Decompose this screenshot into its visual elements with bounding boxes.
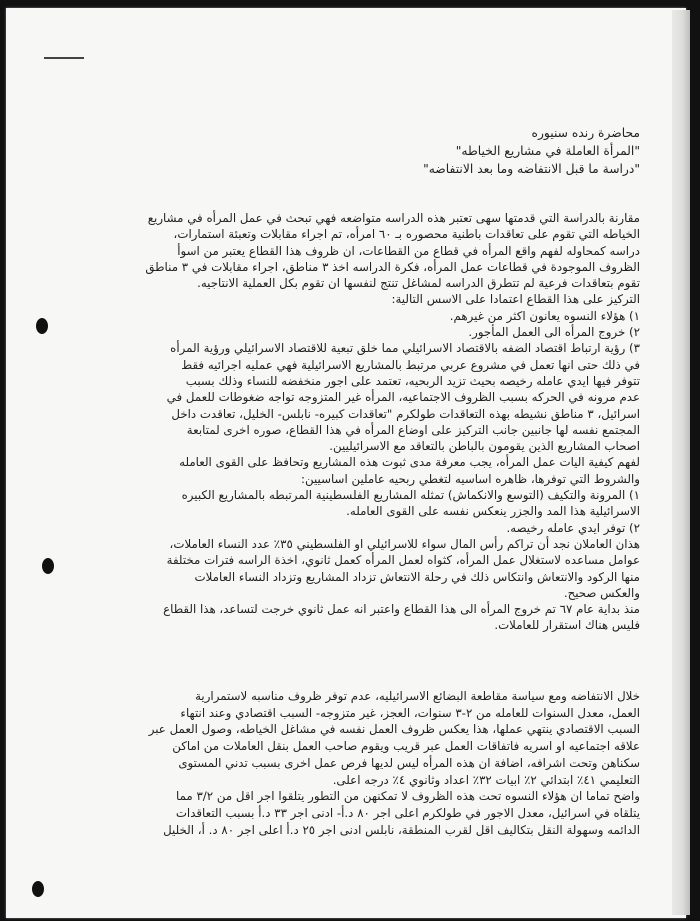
document-heading bbox=[108, 124, 640, 178]
stacked-page-edge bbox=[672, 10, 690, 915]
punch-hole bbox=[36, 318, 48, 334]
text-line: خلال الانتفاضه ومع سياسة مقاطعة البضائع الاسرائيليه، عدم توفر ظروف مناسبه لاستمرارية bbox=[195, 689, 640, 703]
text-line: السبب الاقتصادي ينتهي عملها، هذا يعكس ظروف العمل نفسه في مشاغل الخياطه، وصول العمل عبر bbox=[148, 722, 640, 737]
text-line: العمل، معدل السنوات للعامله من ٢-٣ سنوات، العجز، غير متزوجه- السبب اقتصادي وعند انتهاء bbox=[180, 705, 640, 720]
text-line: ٢) توفر ايدي عامله رخيصه. bbox=[506, 520, 640, 535]
text-line: الظروف الموجودة في قطاعات عمل المرأه، فكرة الدراسه اخذ ٣ مناطق، اجراء مقابلات في ٣ مناطق bbox=[145, 259, 640, 274]
text-line: فليس هناك استقرار للعاملات. bbox=[494, 618, 640, 633]
text-line: عدم مرونه في الحركه بسبب الظروف الاجتماعيه، المرأه غير المتزوجه تواجه ضغوطات للعمل في bbox=[166, 390, 640, 405]
text-line: تقوم بتعاقدات فرعية لم تتطرق الدراسه لمشاغل تنتج لنفسها ان تقوم بكل العملية الانتاجيه. bbox=[197, 276, 640, 291]
text-line: سكناهن وتحت اشرافه، اضافة ان هذه المرأه ليس لديها فرص عمل اخرى بسبب تدني المستوى bbox=[178, 755, 640, 770]
text-line: لفهم كيفية اليات عمل المرأه، يجب معرفة مدى ثبوت هذه المشاريع وتحافظ على القوى العامله bbox=[179, 455, 640, 470]
text-line: واضح تماما ان هؤلاء النسوه تحت هذه الظروف لا تمكنهن من التطور يتلقوا اجر اقل من ٣/٢ مما bbox=[175, 789, 640, 804]
text-line: علاقه اجتماعيه او اسريه فاتفاقات العمل عبر قريب ويقوم صاحب العمل بنقل العاملات من اماكن bbox=[172, 739, 640, 754]
body-block-2 bbox=[108, 688, 640, 838]
text-line: اصحاب المشاريع الذين يقومون بالباطن بالتعاقد مع الاسرائيليين. bbox=[329, 439, 640, 454]
text-line: ١) هؤلاء النسوه يعانون اكثر من غيرهم. bbox=[449, 308, 640, 323]
text-line: الاسرائيلية هذا المد والجزر ينعكس نفسه على القوى العامله. bbox=[346, 504, 640, 519]
text-line: والشروط التي توفرها، ظاهره اساسيه لتغطي ربحيه عاملين اساسيين: bbox=[301, 471, 640, 486]
text-line: تتوفر فيها ايدي عامله رخيصه بحيث تزيد الربحيه، تعتمد على اجور منخفضه للنساء وذلك بسبب bbox=[185, 373, 640, 388]
text-line: الخياطه التي تقوم على تعاقدات باطنية محصوره بـ ٦٠ امرأه، تم اجراء مقابلات وتعبئة استمارات، bbox=[173, 227, 640, 242]
text-line: الدائمه وسهولة النقل بتكاليف اقل لقرب المنطقة، نابلس ادنى اجر ٢٥ د.أ اعلى اجر ٨٠ د. أ، الخليل bbox=[163, 822, 640, 837]
text-line: ٣) رؤية ارتباط اقتصاد الضفه بالاقتصاد الاسرائيلي مما خلق تبعية للاقتصاد الاسرائيلي ورؤية المرأه bbox=[170, 341, 640, 356]
lecturer-line: محاضرة رنده سنيوره bbox=[531, 126, 640, 140]
text-line: في ذلك حتى انها تعمل في مشروع عربي مرتبط بالمشاريع الاسرائيلية فهي عمليه اجرائيه فقط bbox=[181, 357, 640, 372]
text-line: هذان العاملان نجد أن تراكم رأس المال سواء للاسرائيلي او الفلسطيني ٣٥٪ عدد النساء العاملات، bbox=[169, 536, 640, 551]
text-line: دراسه كمحاوله لفهم واقع المرأه في قطاع من القطاعات، ان ظروف هذا القطاع يعتبر من اسوأ bbox=[177, 243, 640, 258]
body-block-1 bbox=[108, 210, 640, 634]
text-line: مقارنة بالدراسة التي قدمتها سهى تعتبر هذه الدراسه متواضعه فهي تبحث في عمل المرأه في مشاريع bbox=[147, 211, 640, 225]
text-line: منذ بداية عام ٦٧ تم خروج المرأه الى هذا القطاع واعتبر انه عمل ثانوي خرجت لتساعد، هذا القطاع bbox=[163, 602, 640, 617]
title-line: "المرأة العاملة في مشاريع الخياطه" bbox=[455, 144, 640, 158]
text-line: المجتمع نفسه لها جانبين جانب التركيز على اوضاع المرأه في هذا القطاع، صوره اخرى لمتابعة bbox=[186, 422, 640, 437]
text-line: التركيز على هذا القطاع اعتمادا على الاسس التالية: bbox=[391, 292, 640, 307]
subtitle-line: "دراسة ما قبل الانتفاضه وما بعد الانتفاضه" bbox=[423, 162, 640, 176]
text-line: ١) المرونة والتكيف (التوسع والانكماش) تمثله المشاريع الفلسطينية المرتبطه بالمشاريع الكبيره bbox=[181, 488, 640, 503]
punch-hole bbox=[42, 558, 54, 574]
punch-hole bbox=[32, 881, 44, 897]
staple-mark bbox=[44, 57, 84, 59]
text-line: اسرائيل، ٣ مناطق نشيطه بهذه التعاقدات طولكرم "تعاقدات كبيره- نابلس- الخليل، تعاقدت داخل bbox=[171, 406, 640, 421]
text-line: والعكس صحيح. bbox=[563, 585, 640, 600]
text-line: منها الركود والانتعاش وانتكاس ذلك في رحلة الانتعاش تزداد المشاريع وتزداد النساء العاملات bbox=[194, 569, 640, 584]
text-line: التعليمي ٤١٪ ابتدائي ٢٪ ابيات ٣٢٪ اعداد وثانوي ٤٪ درجه اعلى. bbox=[332, 772, 640, 787]
text-line: يتلقاه في اسرائيل، معدل الاجور في طولكرم اعلى اجر ٨٠ د.أ- ادنى اجر ٣٣ د.أ بسبب التعاقدات bbox=[175, 805, 640, 820]
text-line: ٢) خروج المرأه الى العمل المأجور. bbox=[468, 325, 640, 340]
text-line: عوامل مساعده لاستغلال عمل المرأه، كثواه لعمل المرأه كعمل ثانوي، اخذة الراسه فترات مختلفة bbox=[166, 553, 640, 568]
